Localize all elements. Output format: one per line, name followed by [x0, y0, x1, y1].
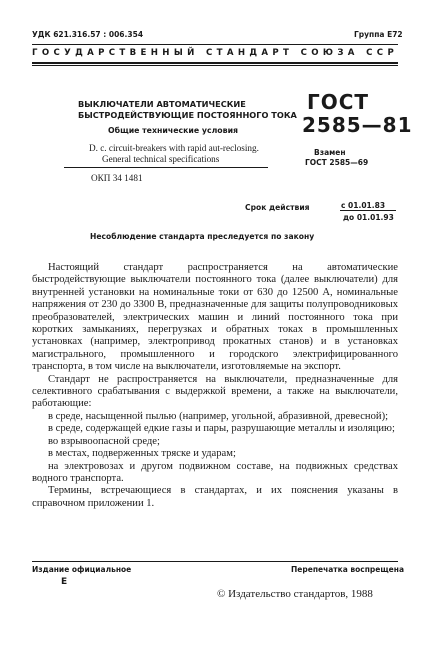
list-item: на электровозах и другом подвижном составе, на подвижных средствах водного транспорта.: [32, 460, 398, 484]
title-subtitle: Общие технические условия: [108, 126, 239, 135]
title-line-1: ВЫКЛЮЧАТЕЛИ АВТОМАТИЧЕСКИЕ: [78, 99, 246, 109]
gost-number: 2585—81: [302, 113, 413, 137]
udc-code: УДК 621.316.57 : 006.354: [32, 30, 144, 39]
banner-rule-lower: [32, 65, 398, 66]
title-divider: [64, 167, 268, 168]
list-item: во взрывоопасной среде;: [48, 435, 160, 447]
paragraph-terms: Термины, встречающиеся в стандартах, и их пояснения указаны в справочном приложении 1.: [32, 485, 398, 509]
body-text: [32, 262, 398, 510]
list-item: в среде, насыщенной пылью (например, угольной, абразивной, древесной);: [48, 410, 389, 422]
list-item: в среде, содержащей едкие газы и пары, разрушающие металлы и изоляцию;: [48, 423, 395, 435]
footer-rule: [32, 561, 398, 562]
edition-mark: Е: [61, 577, 68, 587]
paragraph-scope: Настоящий стандарт распространяется на автоматические быстродействующие выключатели постоянного тока (далее выключатели) для внутренней установки на номинальные токи от 630 до 12500 А, номинальные напряжения от 230 до 3300 В, предназначенные для защиты полупроводниковых преобразователей, электрических машин и линий постоянного тока при коротких замыканиях, перегрузках и обратных токах в промышленных установках (например, электропривод прокатных станов) и в установках магистрального, промышленного и городского электрифицированного транспорта, в том числе на выключатели, изготовляемые на экспорт.: [32, 262, 398, 373]
validity-divider: [340, 210, 396, 211]
list-item: в местах, подверженных тряске и ударам;: [48, 448, 236, 460]
official-edition: Издание официальное: [32, 565, 132, 574]
replaces-label: Взамен: [314, 148, 346, 157]
top-rule: [32, 44, 398, 45]
okp-code: ОКП 34 1481: [91, 173, 143, 183]
group-code: Группа Е72: [354, 30, 403, 39]
compliance-note: Несоблюдение стандарта преследуется по закону: [90, 232, 315, 241]
copyright-notice: © Издательство стандартов, 1988: [217, 588, 373, 600]
validity-label: Срок действия: [245, 203, 310, 212]
gost-label: ГОСТ: [307, 90, 370, 114]
english-title-line-1: D. c. circuit-breakers with rapid aut-reclosing.: [89, 143, 259, 153]
replaces-standard: ГОСТ 2585—69: [305, 158, 369, 167]
reprint-notice: Перепечатка воспрещена: [291, 565, 405, 574]
standard-banner: ГОСУДАРСТВЕННЫЙ СТАНДАРТ СОЮЗА ССР: [32, 48, 399, 58]
validity-to: до 01.01.93: [343, 213, 394, 222]
validity-from: с 01.01.83: [341, 201, 386, 210]
english-title-line-2: General technical specifications: [102, 154, 220, 164]
banner-rule-upper: [32, 62, 398, 64]
paragraph-exclusions: Стандарт не распространяется на выключатели, предназначенные для селективного срабатывания с выдержкой времени, а также на выключатели, работающие:: [32, 373, 398, 410]
title-line-2: БЫСТРОДЕЙСТВУЮЩИЕ ПОСТОЯННОГО ТОКА: [78, 110, 297, 120]
